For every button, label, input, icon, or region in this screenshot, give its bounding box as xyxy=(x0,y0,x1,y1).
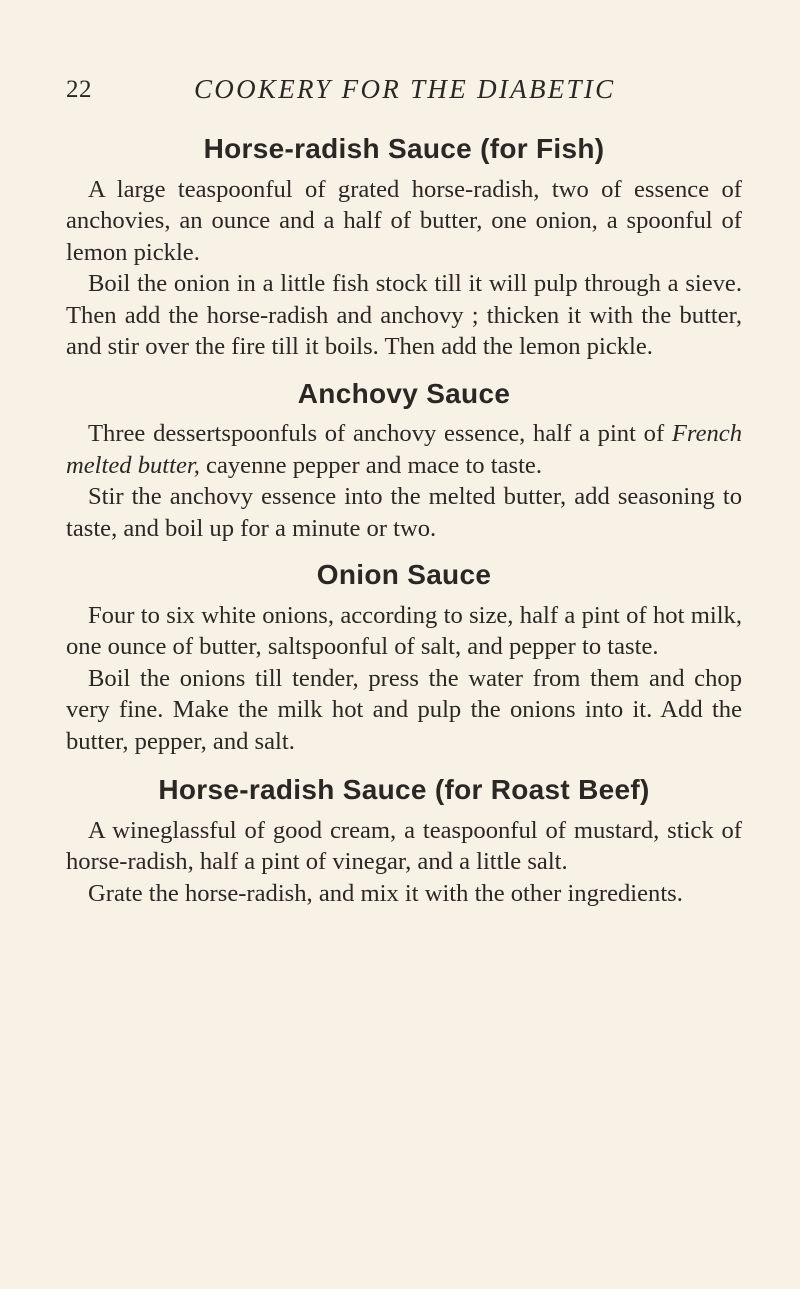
recipe-title: Anchovy Sauce xyxy=(297,377,511,409)
recipe-title: Horse-radish Sauce (for Roast Beef) xyxy=(158,774,650,806)
text-run: cayenne pepper and mace to taste. xyxy=(199,451,542,479)
method-paragraph: Boil the onions till tender, press the water from them and chop very fine. Make the milk hot and pulp the onions into it. Add the butter, pepper, and salt. xyxy=(66,664,742,755)
recipe-title: Horse-radish Sauce (for Fish) xyxy=(203,133,605,164)
running-head xyxy=(66,60,742,122)
ingredients-paragraph: Four to six white onions, according to size, half a pint of hot milk, one ounce of butter, saltspoonful of salt, and pepper to taste. xyxy=(66,601,742,661)
recipe-anchovy-sauce xyxy=(66,363,742,545)
ingredients-paragraph: A large teaspoonful of grated horse-radish, two of essence of anchovies, an ounce and a half of butter, one onion, a spoonful of lemon pickle. xyxy=(66,175,742,266)
recipe-horse-radish-beef xyxy=(66,757,742,909)
book-page xyxy=(66,60,742,909)
italic-text-run: French melted butter, xyxy=(66,420,742,479)
recipe-title: Onion Sauce xyxy=(316,559,492,591)
ingredients-paragraph: A wineglassful of good cream, a teaspoonful of mustard, stick of horse-radish, half a pint of vinegar, and a little salt. xyxy=(66,816,742,876)
recipe-onion-sauce xyxy=(66,544,742,757)
running-title: COOKERY FOR THE DIABETIC xyxy=(194,74,616,104)
ingredients-paragraph xyxy=(66,418,742,481)
method-paragraph: Stir the anchovy essence into the melted butter, add seasoning to taste, and boil up for a minute or two. xyxy=(66,483,742,542)
page-number: 22 xyxy=(66,76,92,103)
method-paragraph: Grate the horse-radish, and mix it with the other ingredients. xyxy=(88,879,683,907)
text-run: Three dessertspoonfuls of anchovy essence, half a pint of xyxy=(88,420,672,448)
recipe-horse-radish-fish xyxy=(66,122,742,363)
method-paragraph: Boil the onion in a little fish stock till it will pulp through a sieve. Then add the horse-radish and anchovy ; thicken it with the butter, and stir over the fire till it boils. Then add the lemon pickle. xyxy=(66,270,742,361)
